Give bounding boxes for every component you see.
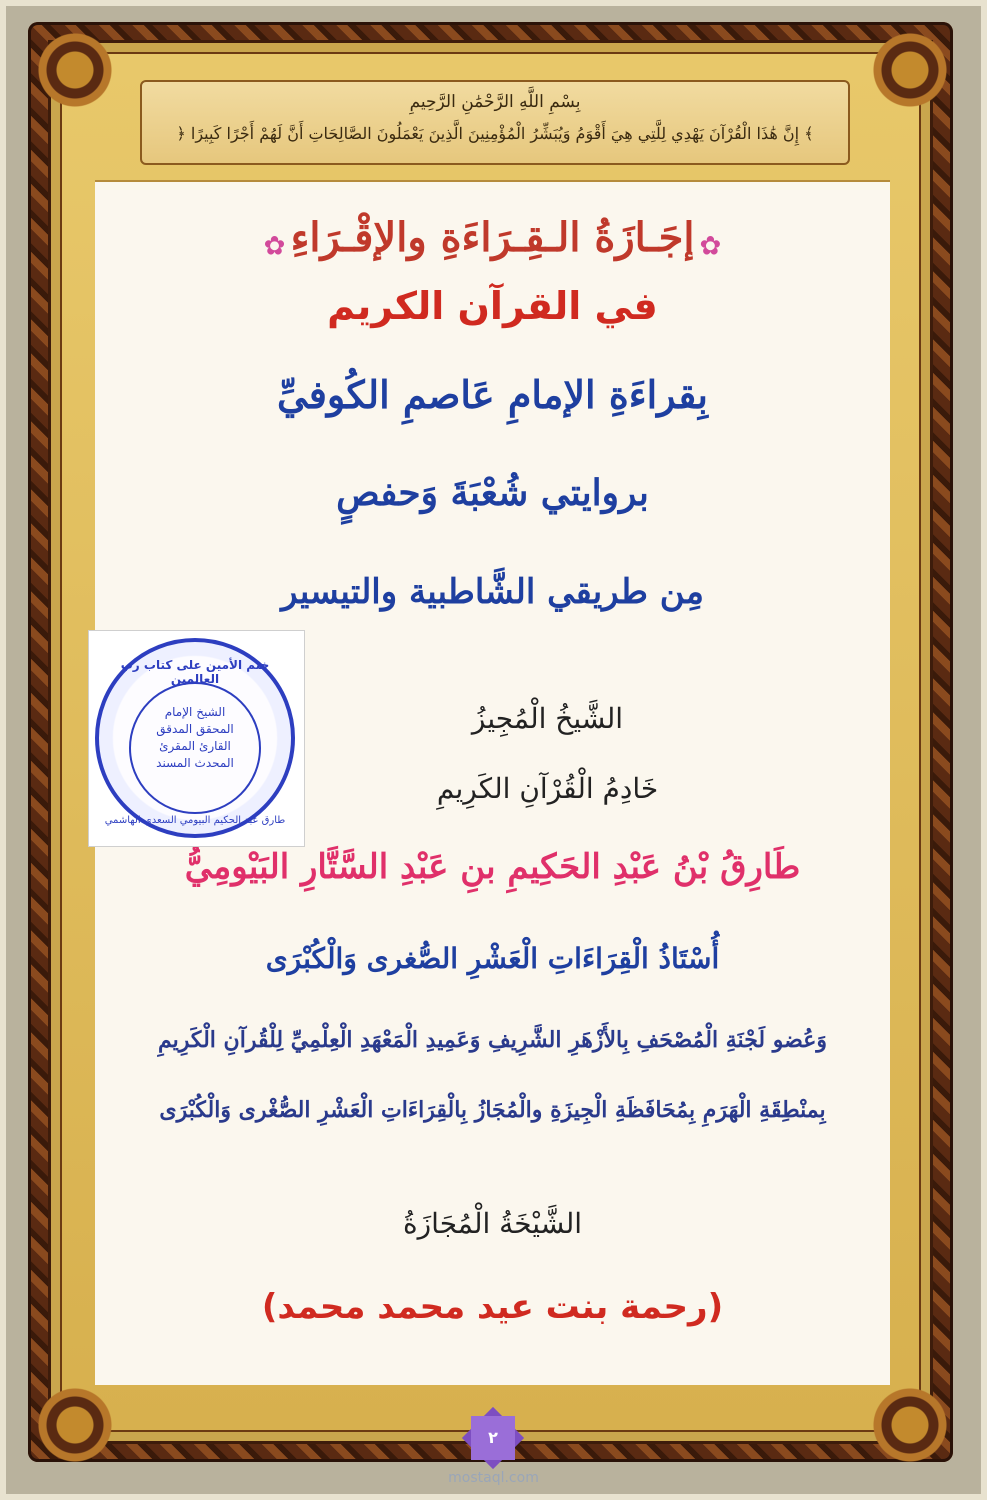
student-name: (رحمة بنت عيد محمد محمد) [261, 1287, 724, 1327]
title-text: إجَـازَةُ الـقِـرَاءَةِ والإقْـرَاءِ [290, 214, 695, 261]
seal-ring-bottom: طارق عبد الحكيم البيومي السعدي الهاشمي [104, 815, 286, 826]
sheikh-title: أُسْتَاذُ الْقِرَاءَاتِ الْعَشْرِ الصُّغرى وَالْكُبْرَى [265, 942, 720, 975]
sheikh-label: الشَّيخُ الْمُجِيزُ [471, 702, 624, 735]
certificate-subtitle: في القرآن الكريم [327, 284, 658, 328]
membership-line-2: بِمنْطِقَةِ الْهَرَمِ بِمُحَافَظَةِ الْجِيزَةِ والْمُجَازُ بِالْقِرَاءَاتِ الْعَشْرِ الصُّغْرى وَالْكُبْرَى [159, 1097, 826, 1123]
verse-header [140, 80, 850, 165]
seal-line-1: الشيخ الإمام [164, 705, 226, 719]
corner-ornament-icon [865, 1380, 955, 1470]
student-label: الشَّيْخَةُ الْمُجَازَةُ [402, 1207, 583, 1240]
basmala: بِسْمِ اللَّهِ الرَّحْمَٰنِ الرَّحِيمِ [409, 92, 581, 112]
sheikh-name: طَارِقُ بْنُ عَبْدِ الحَكِيمِ بنِ عَبْدِ السَّتَّارِ البَيْومِيُّ [184, 847, 801, 887]
qiraa-line: بِقراءَةِ الإمامِ عَاصمِ الكُوفيِّ [277, 372, 708, 417]
corner-ornament-icon [30, 1380, 120, 1470]
quran-verse: ﴿ إِنَّ هَٰذَا الْقُرْآنَ يَهْدِي لِلَّتِي هِيَ أَقْوَمُ وَيُبَشِّرُ الْمُؤْمِنِينَ الَّذِينَ يَعْمَلُونَ الصَّالِحَاتِ أَنَّ لَهُمْ أَجْرًا كَبِيرًا ﴾ [176, 124, 814, 143]
certificate-title [95, 214, 890, 262]
riwayat-line: بروايتي شُعْبَةَ وَحفصٍ [336, 472, 649, 514]
watermark: mostaql.com [448, 1470, 539, 1486]
seal-line-3: القارئ المقرئ [159, 739, 231, 753]
official-seal [95, 638, 295, 838]
seal-line-2: المحقق المدقق [156, 722, 234, 736]
turuq-line: مِن طريقي الشَّاطبية والتيسير [281, 572, 704, 612]
seal-ring-top: ختم الأمين على كتاب رب العالمين [120, 658, 270, 686]
corner-ornament-icon [30, 25, 120, 115]
corner-ornament-icon [865, 25, 955, 115]
membership-line-1: وَعُضو لَجْنَةِ الْمُصْحَفِ بِالأَزْهَرِ الشَّرِيفِ وَعَمِيدِ الْمَعْهَدِ الْعِلْمِيِّ لِلْقُرآنِ الْكَرِيمِ [158, 1027, 827, 1053]
seal-line-4: المحدث المسند [156, 756, 234, 770]
sheikh-role: خَادِمُ الْقُرْآنِ الكَرِيمِ [436, 772, 659, 805]
flower-ornament-icon: ✿ [699, 231, 722, 262]
seal-inner [129, 682, 261, 814]
flower-ornament-icon: ✿ [263, 231, 286, 262]
page-number-badge [463, 1408, 523, 1468]
page-number: ٢ [488, 1428, 498, 1447]
